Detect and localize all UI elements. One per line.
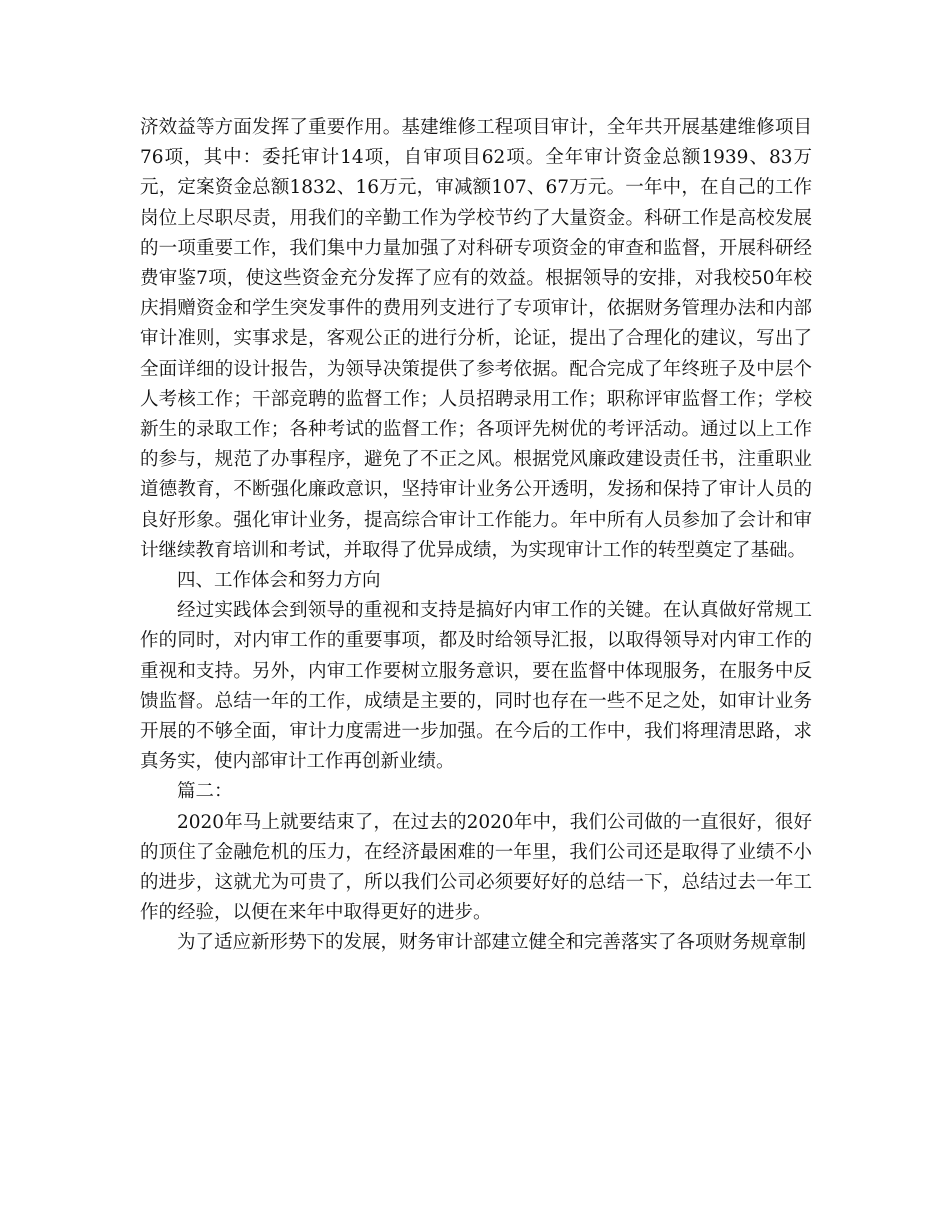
body-paragraph: 经过实践体会到领导的重视和支持是搞好内审工作的关键。在认真做好常规工作的同时，对内审工作的重要事项，都及时给领导汇报，以取得领导对内审工作的重视和支持。另外，内审工作要树立服务意识，要在监督中体现服务，在服务中反馈监督。总结一年的工作，成绩是主要的，同时也存在一些不足之处，如审计业务开展的不够全面，审计力度需进一步加强。在今后的工作中，我们将理清思路，求真务实，使内部审计工作再创新业绩。 xyxy=(140,600,812,773)
part-heading: 篇二： xyxy=(177,781,233,803)
document-page xyxy=(140,113,812,959)
body-paragraph: 为了适应新形势下的发展，财务审计部建立健全和完善落实了各项财务规章制 xyxy=(177,932,807,954)
body-paragraph: 2020年马上就要结束了，在过去的2020年中，我们公司做的一直很好，很好的顶住了金融危机的压力，在经济最困难的一年里，我们公司还是取得了业绩不小的进步，这就尤为可贵了，所以我们公司必须要好好的总结一下，总结过去一年工作的经验，以便在来年中取得更好的进步。 xyxy=(140,811,812,924)
body-paragraph: 济效益等方面发挥了重要作用。基建维修工程项目审计，全年共开展基建维修项目76项，其中：委托审计14项，自审项目62项。全年审计资金总额1939、83万元，定案资金总额1832、16万元，审减额107、67万元。一年中，在自己的工作岗位上尽职尽责，用我们的辛勤工作为学校节约了大量资金。科研工作是高校发展的一项重要工作，我们集中力量加强了对科研专项资金的审查和监督，开展科研经费审鉴7项，使这些资金充分发挥了应有的效益。根据领导的安排，对我校50年校庆捐赠资金和学生突发事件的费用列支进行了专项审计，依据财务管理办法和内部审计准则，实事求是，客观公正的进行分析，论证，提出了合理化的建议，写出了全面详细的设计报告，为领导决策提供了参考依据。配合完成了年终班子及中层个人考核工作；干部竞聘的监督工作；人员招聘录用工作；职称评审监督工作；学校新生的录取工作；各种考试的监督工作；各项评先树优的考评活动。通过以上工作的参与，规范了办事程序，避免了不正之风。根据党风廉政建设责任书，注重职业道德教育，不断强化廉政意识，坚持审计业务公开透明，发扬和保持了审计人员的良好形象。强化审计业务，提高综合审计工作能力。年中所有人员参加了会计和审计继续教育培训和考试，并取得了优异成绩，为实现审计工作的转型奠定了基础。 xyxy=(140,117,812,561)
section-heading: 四、工作体会和努力方向 xyxy=(177,570,381,592)
